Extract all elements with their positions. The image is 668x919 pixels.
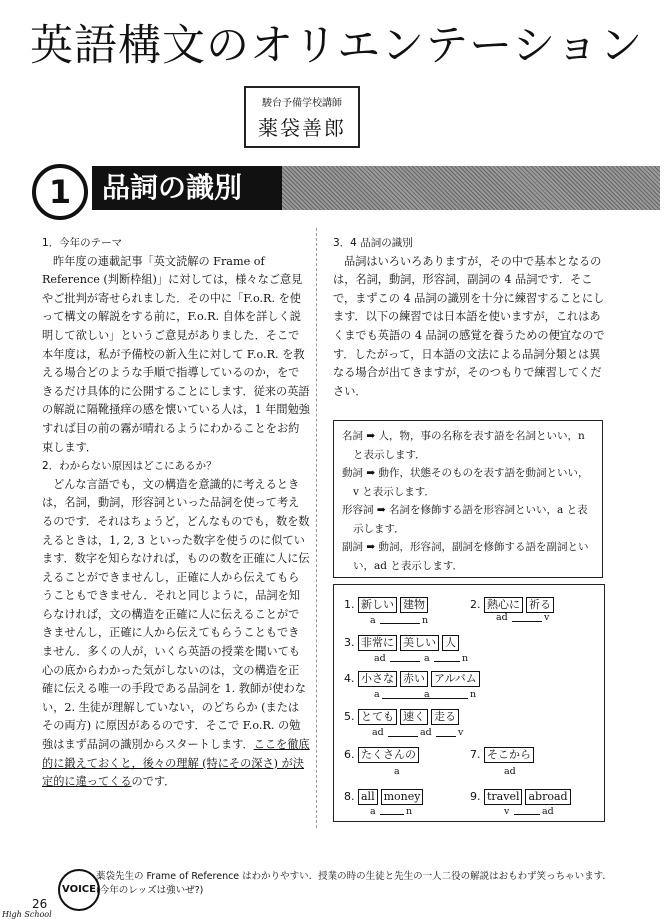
modifier-arrow (436, 736, 456, 737)
exercise-word: all (358, 789, 378, 805)
exercise-number: 3. (344, 636, 355, 649)
exercise-word: 人 (442, 635, 459, 651)
heading-2: 2．わからない原因はどこにあるか？ (42, 460, 217, 473)
author-affiliation: 駿台予備学校講師 (262, 98, 342, 109)
exercise-word: そこから (484, 747, 534, 763)
exercise-word: とても (358, 709, 397, 725)
exercise-3 (344, 635, 462, 651)
magazine-name: High School (2, 910, 52, 919)
exercise-number: 9. (470, 790, 481, 803)
column-divider (316, 228, 317, 828)
pos-tag: n (422, 615, 429, 626)
exercise-word: 建物 (400, 597, 428, 613)
exercise-number: 6. (344, 748, 355, 761)
paragraph-2-end: のです． (131, 775, 176, 789)
modifier-arrow (434, 661, 460, 662)
underlined-text: ここを徹底的に鍛えておくと，後々の理解 (特にその深さ) が決定的に違ってくる (42, 738, 310, 789)
exercise-1 (344, 597, 431, 613)
paragraph-3: 品詞はいろいろありますが，その中で基本となるのは，名詞，動詞，形容詞，副詞の 4 品詞です．そこで，まずこの 4 品詞の識別を十分に練習することにします．以下の練習では日本語を使いますが，これはあくまでも英語の 4 品詞の感覚を養うための便宜なのです．したがって，日本語の文法による品詞分類とは異なる場合が出てきますが，そのつもりで練習してください． (333, 254, 605, 398)
exercise-number: 7. (470, 748, 481, 761)
pos-tag: a (394, 766, 400, 777)
paragraph-2-text: どんな言語でも，文の構造を意識的に考えるときは，名詞，動詞，形容詞といった品詞を使って考えるのです．それはちょうど，どんなものでも，数を数えるときは，1, 2, 3 といった数字を使うのに似ています．数字を知らなければ，ものの数を正確に人に伝えることができませんし，正確に人から伝えてもらうこともできません．それと同じように，品詞を知らなければ，文の構造を正確に人に伝えることができませんし，正確に人から伝えてもらうこともできません．多くの人が，いくら英語の授業を聞いても心の底からわかった気がしないのは，文の構造を正確に伝える唯一の手段である品詞を 1. 教師が使わない，2. 生徒が理解していない，のどちらか (またはその両方) に原因があるのです．そこで F.o.R. の勉強はまず品詞の識別からスタートします． (42, 477, 310, 752)
definition-adjective: 形容詞 ➡ 名詞を修飾する語を形容詞といい，a と表示します． (342, 504, 588, 535)
pos-tag: ad (374, 653, 386, 664)
pos-tag: v (544, 612, 550, 623)
exercise-number: 4. (344, 672, 355, 685)
modifier-arrow (380, 623, 420, 624)
exercise-number: 1. (344, 598, 355, 611)
definitions-box (333, 420, 603, 578)
paragraph-2 (42, 476, 310, 792)
pos-tag: v (458, 727, 464, 738)
pos-tag: n (470, 689, 477, 700)
definition-adverb: 副詞 ➡ 動詞，形容詞，副詞を修飾する語を副詞といい，ad と表示します． (342, 541, 589, 572)
exercise-word: 美しい (400, 635, 439, 651)
voice-comment: 薬袋先生の Frame of Reference はわかりやすい．授業の時の生徒と先生の一人二役の解説はおもわず笑っちゃいます．(今年のレッズは強いぜ?) (96, 871, 612, 896)
pos-tag: v (504, 806, 510, 817)
pos-tag: a (424, 653, 430, 664)
exercise-box (333, 584, 605, 822)
exercise-number: 8. (344, 790, 355, 803)
voice-badge: VOICE (58, 869, 100, 911)
pos-tag: a (374, 689, 380, 700)
exercise-4 (344, 671, 483, 687)
modifier-arrow (388, 736, 418, 737)
modifier-arrow (512, 621, 542, 622)
exercise-word: 新しい (358, 597, 397, 613)
page-number: 26 (32, 897, 48, 911)
exercise-word: abroad (525, 789, 570, 805)
exercise-word: money (381, 789, 424, 805)
exercise-9 (470, 789, 574, 805)
heading-3: 3．4 品詞の識別 (333, 237, 413, 249)
pos-tag: ad (504, 766, 516, 777)
right-column (333, 234, 607, 401)
author-box (244, 86, 360, 148)
exercise-word: たくさんの (358, 747, 419, 763)
page-title: 英語構文のオリエンテーション (30, 21, 644, 71)
exercise-6 (344, 747, 422, 763)
pos-tag: ad (496, 612, 508, 623)
heading-1: 1．今年のテーマ (42, 237, 123, 249)
exercise-number: 2. (470, 598, 481, 611)
modifier-arrow (382, 698, 468, 699)
pos-tag: n (406, 806, 413, 817)
exercise-word: 小さな (358, 671, 397, 687)
exercise-word: travel (484, 789, 522, 805)
definition-noun: 名詞 ➡ 人，物，事の名称を表す語を名詞といい，n と表示します． (342, 430, 585, 461)
modifier-arrow (380, 814, 404, 815)
pos-tag: a (424, 689, 430, 700)
exercise-word: 熱心に (484, 597, 523, 613)
exercise-word: 赤い (400, 671, 428, 687)
exercise-word: 祈る (526, 597, 554, 613)
modifier-arrow (514, 814, 540, 815)
exercise-word: 速く (400, 709, 428, 725)
exercise-word: 走る (431, 709, 459, 725)
exercise-word: アルバム (431, 671, 480, 687)
exercise-number: 5. (344, 710, 355, 723)
modifier-arrow (390, 661, 420, 662)
exercise-7 (470, 747, 537, 763)
definition-verb: 動詞 ➡ 動作，状態そのものを表す語を動詞といい，v と表示します． (342, 467, 589, 498)
left-column (42, 234, 310, 792)
pos-tag: a (370, 806, 376, 817)
pos-tag: ad (372, 727, 384, 738)
pos-tag: n (462, 653, 469, 664)
pos-tag: a (370, 615, 376, 626)
section-title: 品詞の識別 (92, 166, 282, 210)
exercise-2 (470, 597, 557, 613)
author-name: 薬袋善郎 (258, 116, 346, 140)
pos-tag: ad (420, 727, 432, 738)
exercise-5 (344, 709, 462, 725)
paragraph-1: 昨年度の連載記事「英文読解の Frame of Reference (判断枠組)」に対しては，様々なご意見やご批判が寄せられました．その中に「F.o.R. を使って構文の解説をする前に，F.o.R. 自体を詳しく説明して欲しい」というご意見がありました．そこで本年度は，私が予備校の新入生に対して F.o.R. を教える場合どのような手順で指導しているのか，をできるだけ具体的に公開することにします．従来の英語の解説に隔靴掻痒の感を懐いている人は，1 年間勉強すれば目の前の霧が晴れるようにわかることをお約束します． (42, 254, 310, 454)
section-number: 1 (32, 164, 88, 220)
exercise-8 (344, 789, 426, 805)
pos-tag: ad (542, 806, 554, 817)
exercise-word: 非常に (358, 635, 397, 651)
